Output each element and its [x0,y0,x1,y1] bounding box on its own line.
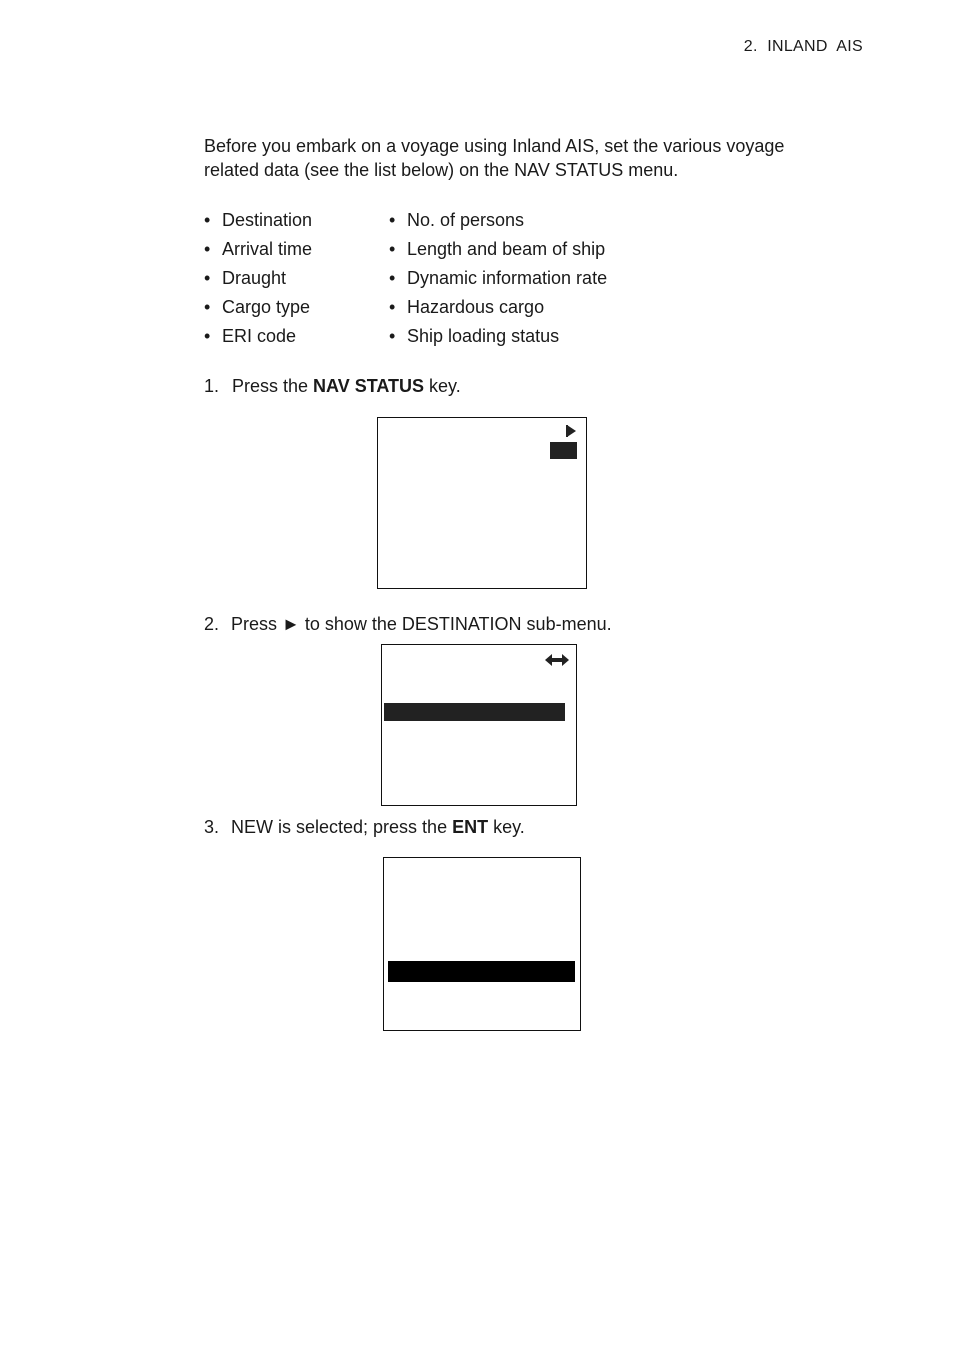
left-right-arrow-icon [545,654,569,666]
selection-bar [388,961,575,982]
list-item [204,208,312,237]
right-arrow-icon [567,425,576,437]
step-number: 1. [204,376,220,396]
list-item [389,208,607,237]
bullet-icon: • [389,268,396,288]
list-item-label: Hazardous cargo [407,297,545,317]
list-item-label: Length and beam of ship [407,239,606,259]
nav-status-screen [377,417,587,589]
step-1 [204,374,461,398]
step-text: Press the [232,376,314,396]
list-item [389,324,607,353]
list-item-label: Cargo type [222,297,311,317]
list-item [204,266,312,295]
destination-submenu-screen [381,644,577,806]
list-item-label: Arrival time [222,239,313,259]
bullet-icon: • [389,210,396,230]
list-item [204,237,312,266]
list-item [389,266,607,295]
list-item-label: Destination [222,210,313,230]
chapter-header: 2. INLAND AIS [743,38,863,55]
list-item-label: Draught [222,268,287,288]
bullet-icon: • [204,326,211,346]
list-item-label: ERI code [222,326,297,346]
cursor-block [550,442,577,459]
bullet-icon: • [389,326,396,346]
selection-bar [384,703,565,721]
list-item [389,237,607,266]
list-item-label: No. of persons [407,210,525,230]
key-name: ENT [452,817,489,837]
list-item [204,324,312,353]
list-item [204,295,312,324]
bullet-icon: • [204,268,211,288]
key-name: NAV STATUS [313,376,425,396]
bullet-icon: • [389,297,396,317]
step-text: key. [488,817,525,837]
bullet-icon: • [389,239,396,259]
new-destination-screen [383,857,581,1031]
list-item-label: Ship loading status [407,326,560,346]
list-item-label: Dynamic information rate [407,268,608,288]
bullet-column-2 [389,208,607,353]
step-text: Press ► to show the DESTINATION sub-menu. [231,614,612,634]
step-3 [204,815,525,839]
step-number: 3. [204,817,220,837]
step-text: key. [424,376,461,396]
bullet-column-1 [204,208,312,353]
list-item [389,295,607,324]
intro-paragraph: Before you embark on a voyage using Inland AIS, set the various voyage related data (see the list below) on the NAV STATUS menu. [204,136,785,180]
bullet-icon: • [204,297,211,317]
step-2 [204,612,612,636]
step-number: 2. [204,614,220,634]
step-text: NEW is selected; press the [231,817,453,837]
bullet-icon: • [204,210,211,230]
bullet-icon: • [204,239,211,259]
